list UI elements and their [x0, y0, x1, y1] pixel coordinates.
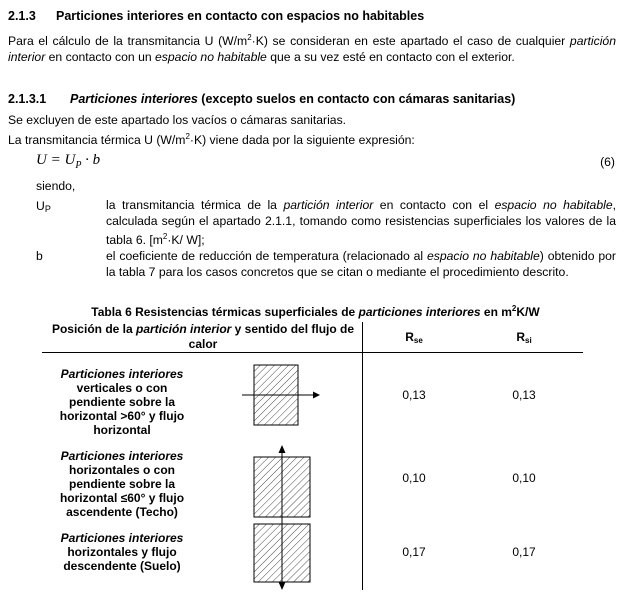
header-rsi-sub: si	[525, 336, 532, 345]
row2-flow-arrow-up-icon	[279, 445, 286, 453]
caption-sup: 2	[511, 304, 517, 313]
def-up-letter: U	[36, 199, 45, 213]
section-intro	[8, 30, 616, 65]
def-up-t1: la transmitancia térmica de la	[106, 198, 284, 212]
intro-italic-2: espacio no habitable	[155, 50, 267, 65]
subsection-title-rest: (excepto suelos en contacto con cámaras sanitarias)	[197, 92, 516, 106]
def-body-b	[106, 248, 616, 280]
row1-diagram	[240, 364, 324, 428]
caption-italic: particiones interiores	[358, 305, 481, 319]
header-rse-r: R	[405, 330, 414, 344]
caption-a: Tabla 6 Resistencias térmicas superficiales de	[91, 305, 359, 319]
subsection-heading	[8, 92, 515, 106]
def-b-i1: espacio no habitable	[427, 249, 540, 263]
header-rse-sub: se	[413, 336, 423, 345]
table-header-rsi	[494, 330, 554, 348]
def-up-sup: 2	[162, 232, 168, 241]
row3-name-rest: horizontales y flujo descendente (Suelo)	[63, 545, 181, 573]
intro-italic-1: partición interior	[8, 34, 616, 65]
def-body-up	[106, 197, 616, 248]
def-up-t2: en contacto con el	[373, 198, 495, 212]
def-b-t1: el coeficiente de reducción de temperatura (relacionado al	[106, 249, 427, 263]
table-column-divider	[362, 322, 363, 590]
header-pos-italic: partición interior	[136, 322, 232, 336]
formula-lhs: U	[36, 152, 47, 168]
formula	[36, 152, 100, 171]
expr-intro-a: La transmitancia térmica U (W/m	[8, 133, 186, 148]
section-number: 2.1.3	[8, 9, 36, 23]
intro-text-4: que a su vez esté en contacto con el exterior.	[266, 50, 515, 65]
table-caption	[0, 304, 631, 319]
formula-sub: P	[75, 160, 82, 171]
row2-diagram	[240, 443, 324, 523]
def-up-t3: , calculada según el apartado 2.1.1, tomando como resistencias superficiales los valores de la tabla 6. [m	[106, 198, 616, 248]
section-title: Particiones interiores en contacto con espacios no habitables	[56, 9, 425, 23]
expression-intro	[8, 132, 415, 147]
intro-text-3: en contacto con un	[45, 50, 156, 65]
row3-rsi: 0,17	[512, 545, 536, 559]
def-up-i2: espacio no habitable	[494, 198, 613, 212]
section-heading	[8, 9, 424, 23]
def-b-t2: ) obtenido por la tabla 7 para los casos concretos que se citan o mediante el procedimiento descrito.	[106, 249, 616, 279]
equation-number: (6)	[600, 155, 615, 169]
formula-eq: = U	[46, 152, 76, 168]
expr-intro-sup: 2	[185, 132, 190, 141]
exclusion-line: Se excluyen de este apartado los vacíos o cámaras sanitarias.	[8, 113, 347, 127]
row1-name-italic: Particiones interiores	[60, 367, 184, 381]
table-header-rse	[384, 330, 444, 348]
row2-name-italic: Particiones interiores	[60, 449, 184, 463]
row3-flow-arrow-down-icon	[279, 582, 286, 590]
subsection-title-italic: Particiones interiores	[70, 92, 198, 106]
row3-name-italic: Particiones interiores	[60, 531, 184, 545]
def-term-up	[36, 199, 51, 214]
row1-rsi: 0,13	[512, 388, 536, 402]
caption-b: en m	[480, 305, 512, 319]
intro-text-2: ·K) se consideran en este apartado el caso de cualquier	[251, 34, 566, 49]
def-up-i1: partición interior	[283, 198, 374, 212]
caption-c: K/W	[516, 305, 540, 319]
subsection-number: 2.1.3.1	[8, 92, 47, 106]
row1-flow-arrow-icon	[313, 392, 320, 399]
row2-rsi: 0,10	[512, 471, 536, 485]
row2-name-rest: horizontales o con pendiente sobre la horizontal ≤60° y flujo ascendente (Techo)	[59, 463, 185, 519]
table-header-rule	[42, 352, 583, 353]
expr-intro-b: ·K) viene dada por la siguiente expresión:	[189, 133, 415, 148]
row1-rse: 0,13	[402, 388, 426, 402]
def-up-sub: P	[44, 204, 51, 214]
intro-sup: 2	[247, 33, 252, 42]
header-pos-b: y sentido del flujo de calor	[188, 322, 355, 351]
header-pos-a: Posición de la	[51, 322, 136, 336]
header-rsi-r: R	[516, 330, 525, 344]
table-row-2-name	[52, 449, 192, 519]
row3-diagram	[240, 522, 324, 592]
row3-rse: 0,17	[402, 545, 426, 559]
table-row-3-name	[52, 531, 192, 573]
def-term-b: b	[36, 249, 43, 263]
def-up-t4: ·K/ W];	[167, 233, 205, 248]
table-header-position	[44, 322, 362, 352]
formula-rest: · b	[81, 152, 101, 168]
row2-rse: 0,10	[402, 471, 426, 485]
row1-name-rest: verticales o con pendiente sobre la horizontal >60° y flujo horizontal	[59, 381, 185, 437]
table-row-1-name	[52, 367, 192, 437]
intro-text-1: Para el cálculo de la transmitancia U (W/m	[8, 34, 248, 49]
siendo-label: siendo,	[36, 179, 76, 193]
